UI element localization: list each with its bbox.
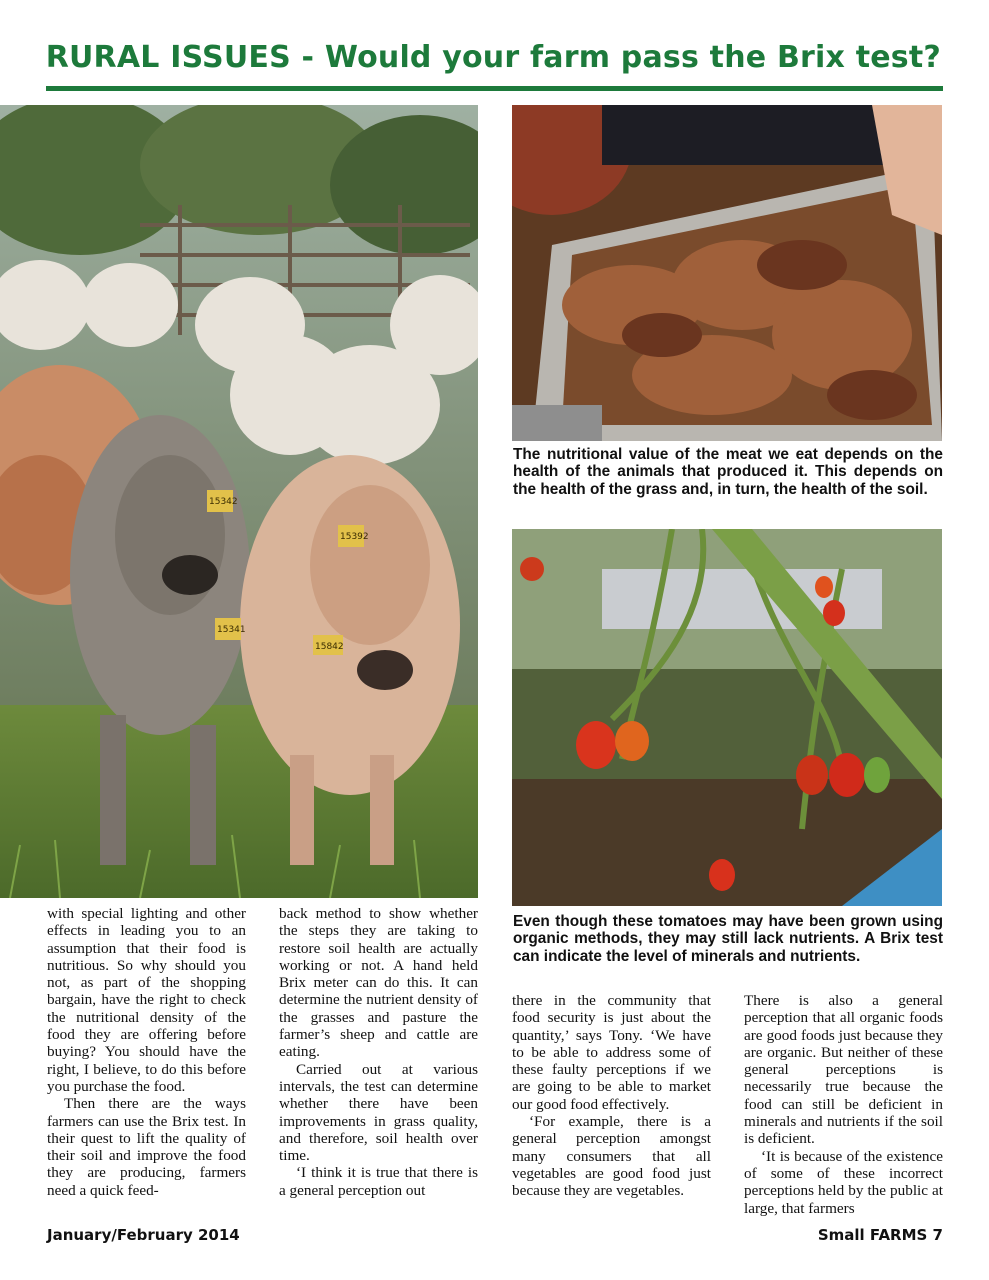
cattle-photo bbox=[0, 105, 478, 898]
meat-photo bbox=[512, 105, 942, 441]
article-column-1 bbox=[47, 905, 246, 1199]
paragraph: ‘It is because of the existence of some of these incorrect perceptions held by the public at large, that farmers bbox=[744, 1147, 943, 1217]
tomato-photo bbox=[512, 529, 942, 906]
ear-tag-1: 15342 bbox=[209, 497, 238, 507]
section-header bbox=[46, 38, 943, 91]
article-column-3 bbox=[512, 992, 711, 1200]
tomato-caption: Even though these tomatoes may have been grown using organic methods, they may still lack nutrients. A Brix test can indicate the level of minerals and nutrients. bbox=[513, 913, 943, 965]
ear-tag-4: 15842 bbox=[315, 642, 344, 652]
paragraph: Then there are the ways farmers can use the Brix test. In their quest to lift the quality of their soil and improve the food they are producing, farmers need a quick feed- bbox=[47, 1095, 246, 1199]
article-column-4 bbox=[744, 992, 943, 1217]
paragraph: back method to show whether the steps they are taking to restore soil health are actually working or not. A hand held Brix meter can do this. It can determine the nutrient density of the grasses and pasture the farmer’s sheep and cattle are eating. bbox=[279, 905, 478, 1061]
page-title: RURAL ISSUES - Would your farm pass the Brix test? bbox=[45, 40, 941, 75]
paragraph: ‘For example, there is a general perception amongst many consumers that all vegetables are good food just because they are vegetables. bbox=[512, 1113, 711, 1200]
article-column-2 bbox=[279, 905, 478, 1199]
paragraph: there in the community that food security is just about the quantity,’ says Tony. ‘We have to be able to address some of these faulty perceptions if we are going to be able to market our good food effectively. bbox=[512, 992, 711, 1113]
ear-tag-2: 15392 bbox=[340, 532, 369, 542]
paragraph: with special lighting and other effects in leading you to an assumption that their food is nutritious. So why should you not, as part of the shopping bargain, have the right to check the nutritional density of the food they are offering before buying? You should have the right, I believe, to do this before you purchase the food. bbox=[47, 905, 246, 1095]
paragraph: There is also a general perception that all organic foods are good foods just because they are organic. But neither of these general perceptions is necessarily true because the food can still be deficient in minerals and nutrients if the soil is deficient. bbox=[744, 992, 943, 1148]
page-number: Small FARMS 7 bbox=[817, 1226, 943, 1244]
ear-tag-3: 15341 bbox=[217, 625, 246, 635]
paragraph: ‘I think it is true that there is a general perception out bbox=[279, 1164, 478, 1199]
issue-date: January/February 2014 bbox=[47, 1226, 240, 1244]
meat-caption: The nutritional value of the meat we eat depends on the health of the animals that produced it. This depends on the health of the grass and, in turn, the health of the soil. bbox=[513, 446, 943, 498]
paragraph: Carried out at various intervals, the test can determine whether there have been improvements in grass quality, and therefore, soil health over time. bbox=[279, 1060, 478, 1165]
